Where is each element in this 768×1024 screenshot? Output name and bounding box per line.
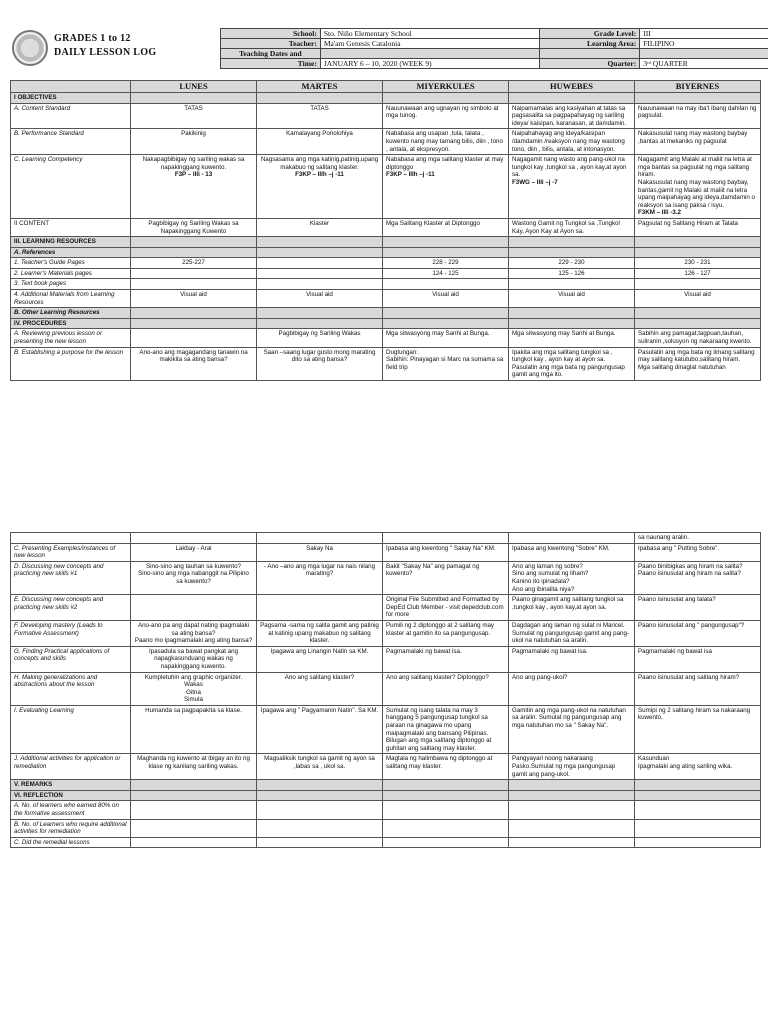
day-cell-huwebes: 125 - 126 [509, 268, 635, 279]
day-cell-huwebes: Ano ang laman ng sobre? Sino ang sumulat ng liham? Kanino ito ipinadala? Ano ang ibinalita niya? [509, 561, 635, 594]
day-cell-huwebes: Gamitin ang mga pang-ukol na natutuhan sa aralin. Sumulat ng pangungusap ang mga natutuhan mo sa " Sakay Na". [509, 705, 635, 754]
day-cell-martes: Klaster [257, 218, 383, 236]
section-row [11, 308, 761, 319]
day-cell-biyernes: Nakasusulat nang may wastong baybay ,bantas at mekaniks ng pagsulat [635, 129, 761, 155]
day-cell-lunes: Kumpletuhin ang graphic organizer. Wakas Gitna Simula [131, 672, 257, 705]
row-label: E. Discussing new concepts and practicing new skills #2 [11, 595, 131, 621]
school-label: School: [221, 29, 321, 39]
day-cell-miyerkules: Nababasa ang mga salitang klaster at may diptonggo F3KP – IIIh –j -11 [383, 155, 509, 219]
quarter-value: 3ʳᵈ QUARTER [640, 59, 768, 69]
day-cell-martes: Kamalayang Ponolohiya [257, 129, 383, 155]
section-cell [509, 93, 635, 104]
table-row [11, 837, 761, 848]
section-cell [257, 247, 383, 258]
section-cell [131, 780, 257, 791]
day-cell-biyernes: Sabihin ang pamagat,tagpuan,tauhan, suliranin ,solusyon ng nakaraang kwento. [635, 329, 761, 347]
day-cell-huwebes: Ipakita ang mga salitang tungkol sa , tungkol kay , ayon kay at ayon sa. Pasulatin ang mga bata ng pangungusap gamit ang mga ito. [509, 347, 635, 380]
day-cell-lunes: Visual aid [131, 290, 257, 308]
day-cell-biyernes: Nagagamit ang Malaki at maliit na letra at mga bantas sa pagsulat ng mga salitang hiram. Nakasusulat nang may wastong baybay, bantas,gamit ng Malaki at maliit na letra upang maipahayag ang ideya,damdamin o reaksyon sa isang paksa / isyu. F3KM – IIIi -3.2 [635, 155, 761, 219]
day-cell-lunes: Sino-sino ang tauhan sa kuwento? Sino-sino ang mga nabanggit na Pilipino sa kuwento? [131, 561, 257, 594]
day-cell-lunes: Humanda sa pagpapakita sa klase. [131, 705, 257, 754]
day-cell-miyerkules: Pumili ng 2 diptonggo at 2 salitang may klaster at gamitin ito sa pangungusap. [383, 620, 509, 646]
day-cell-martes [257, 268, 383, 279]
day-cell-biyernes [635, 279, 761, 290]
section-cell [383, 780, 509, 791]
row-label: 2. Learner's Materials pages [11, 268, 131, 279]
page-break [0, 478, 768, 532]
section-cell [509, 780, 635, 791]
day-cell-miyerkules: Sumulat ng isang talata na may 3 hanggang 5 pangungusap tungkol sa paraan na ginagawa mo upang maipagmalaki ang bansang Pilipinas. Bilugan ang mga salitang diptonggo at guhitan ang salitang may klaster. [383, 705, 509, 754]
section-cell [257, 93, 383, 104]
table-row [11, 801, 761, 819]
section-heading: VI. REFLECTION [11, 790, 131, 801]
page-one [0, 0, 768, 478]
day-cell-biyernes: 126 - 127 [635, 268, 761, 279]
day-cell-huwebes [509, 837, 635, 848]
day-cell-martes [257, 595, 383, 621]
row-label [11, 533, 131, 544]
section-cell [383, 93, 509, 104]
day-header-lunes: LUNES [131, 81, 257, 93]
table-row [11, 155, 761, 219]
day-cell-lunes [131, 801, 257, 819]
section-cell [383, 247, 509, 258]
day-cell-martes [257, 837, 383, 848]
day-cell-huwebes: Pagmamalaki ng bawat isa. [509, 646, 635, 672]
day-cell-biyernes: Sumipi ng 2 salitang hiram sa nakaraang kuwento. [635, 705, 761, 754]
day-cell-huwebes: Naipahahayag ang ideya/kaisipan /damdamin /reaksyon nang may wastong tono, diin , bilis, antala, at intonasyon. [509, 129, 635, 155]
day-cell-lunes: Ano-ano pa ang dapat nating ipagmalaki sa ating bansa? Paano mo ipagmamalaki ang ating bansa? [131, 620, 257, 646]
grade-label: Grade Level: [540, 29, 640, 39]
table-row [11, 595, 761, 621]
table-row [11, 218, 761, 236]
dates-label-line2: Time: [221, 59, 321, 69]
section-cell [635, 790, 761, 801]
day-cell-huwebes [509, 279, 635, 290]
day-cell-miyerkules: Ipabasa ang kwentong " Sakay Na" KM. [383, 543, 509, 561]
day-cell-martes: Nagsasama ang mga katinig,patinig,upang makabuo ng salitang klaster. F3KP – IIIh –j -11 [257, 155, 383, 219]
day-cell-miyerkules [383, 279, 509, 290]
day-cell-lunes [131, 595, 257, 621]
day-cell-martes [257, 533, 383, 544]
day-cell-martes [257, 279, 383, 290]
day-cell-lunes [131, 279, 257, 290]
table-row [11, 561, 761, 594]
teacher-label: Teacher: [221, 39, 321, 49]
day-cell-biyernes: Pagsulat ng Salitang Hiram at Talata [635, 218, 761, 236]
table-row [11, 258, 761, 269]
section-heading: V. REMARKS [11, 780, 131, 791]
day-cell-miyerkules: Mga Salitang Klaster at Diptonggo [383, 218, 509, 236]
day-cell-biyernes: Ipabasa ang " Putting Sobre". [635, 543, 761, 561]
day-cell-lunes: Nakapagbibigay ng sariling wakas sa napakinggang kuwento. F3P – IIIi - 13 [131, 155, 257, 219]
table-row [11, 268, 761, 279]
day-cell-huwebes: Visual aid [509, 290, 635, 308]
day-cell-martes [257, 819, 383, 837]
day-cell-huwebes: Nagagamit nang wasto ang pang-ukol na tungkol kay ,tungkol sa , ayon kay,at ayon sa. F3WG – IIIi –j -7 [509, 155, 635, 219]
section-row [11, 93, 761, 104]
day-cell-miyerkules: Visual aid [383, 290, 509, 308]
section-heading: B. Other Learning Resources [11, 308, 131, 319]
section-heading: I OBJECTIVES [11, 93, 131, 104]
table-row [11, 329, 761, 347]
day-cell-martes [257, 801, 383, 819]
section-cell [509, 318, 635, 329]
day-cell-huwebes: Ano ang pang-ukol? [509, 672, 635, 705]
day-cell-huwebes: Pangyayari noong nakaraang Pasko.Sumulat ng mga pangungusap gamit ang pang-ukol. [509, 754, 635, 780]
section-cell [635, 247, 761, 258]
school-value: Sto. Niño Elementary School [320, 29, 540, 39]
section-cell [257, 790, 383, 801]
day-cell-biyernes: Pasulatin ang mga bata ng limang salitang may salitang katutubo,salitang hiram. Mga salitang dinaglat natutuhan [635, 347, 761, 380]
section-cell [257, 780, 383, 791]
row-label: C. Did the remedial lessons [11, 837, 131, 848]
table-row [11, 705, 761, 754]
section-cell [635, 308, 761, 319]
day-cell-martes: TATAS [257, 103, 383, 129]
row-label: A. Reviewing previous lesson or presenting the new lesson [11, 329, 131, 347]
day-cell-biyernes [635, 837, 761, 848]
day-cell-martes: Pagsama -sama ng salita gamit ang patinig at katinig upang makabuo ng salitang klaster. [257, 620, 383, 646]
section-cell [257, 237, 383, 248]
row-label: C. Presenting Examples/instances of new lesson [11, 543, 131, 561]
area-value: FILIPINO [640, 39, 768, 49]
day-cell-huwebes: Ipabasa ang kwentong "Sobre" KM. [509, 543, 635, 561]
day-cell-miyerkules: 228 - 229 [383, 258, 509, 269]
day-header-biyernes: BIYERNES [635, 81, 761, 93]
document-title [54, 32, 156, 60]
day-cell-martes: Visual aid [257, 290, 383, 308]
section-cell [635, 93, 761, 104]
day-cell-martes [257, 258, 383, 269]
table-row [11, 290, 761, 308]
day-cell-martes: - Ano –ano ang mga lugar na nais nilang marating? [257, 561, 383, 594]
section-cell [509, 247, 635, 258]
row-label: H. Making generalizations and abstractions about the lesson [11, 672, 131, 705]
row-label: G. Finding Practical applications of concepts and skills [11, 646, 131, 672]
day-cell-huwebes [509, 533, 635, 544]
table-row [11, 279, 761, 290]
day-cell-lunes: Ipasadula sa bawat pangkat ang napagkasunduang wakas ng napakinggang kuwento. [131, 646, 257, 672]
section-cell [257, 308, 383, 319]
section-cell [383, 318, 509, 329]
section-cell [509, 790, 635, 801]
section-cell [131, 790, 257, 801]
day-cell-biyernes: Visual aid [635, 290, 761, 308]
row-label: 3. Text book pages [11, 279, 131, 290]
dates-label-line1: Teaching Dates and [221, 49, 321, 59]
header-info-table [220, 28, 768, 69]
row-label: D. Discussing new concepts and practicing new skills #1 [11, 561, 131, 594]
section-cell [131, 93, 257, 104]
lesson-log-table-part2 [10, 532, 761, 848]
day-cell-lunes [131, 819, 257, 837]
row-label: B. Performance Standard [11, 129, 131, 155]
grade-value: III [640, 29, 768, 39]
day-cell-huwebes [509, 819, 635, 837]
lesson-log-table-part1 [10, 80, 761, 381]
day-cell-lunes: Maghanda ng kuwento at ibigay an ito ng klase ng kanilang sariling wakas. [131, 754, 257, 780]
day-cell-biyernes: 230 - 231 [635, 258, 761, 269]
day-cell-miyerkules: Dugtungan: Sabihin: Pinayagan si Marc na sumama sa field trip [383, 347, 509, 380]
day-cell-huwebes: Wastong Gamit ng Tungkol sa ,Tungkol Kay, Ayon Kay at Ayon sa. [509, 218, 635, 236]
day-cell-biyernes: Kasunduan Ipagmalaki ang ating sariling wika. [635, 754, 761, 780]
section-cell [131, 308, 257, 319]
day-cell-huwebes: Naipamamalas ang kasiyahan at tatas sa pagsasalita sa pagpapahayag ng sariling ideya/ kaisipan, karanasan, at damdamin. [509, 103, 635, 129]
day-header-miyerkules: MIYERKULES [383, 81, 509, 93]
section-row [11, 247, 761, 258]
day-cell-biyernes: Paano isinusulat ang " pangungusap"? [635, 620, 761, 646]
day-cell-biyernes: Nauunawaan na may iba't ibang dahilan ng pagsulat. [635, 103, 761, 129]
day-cell-lunes: Pagbibigay ng Sariling Wakas sa Napakinggang Kuwento [131, 218, 257, 236]
section-heading: IV. PROCEDURES [11, 318, 131, 329]
row-label: II CONTENT [11, 218, 131, 236]
deped-seal-icon [12, 30, 48, 66]
teacher-value: Ma'am Genesis Catalonia [320, 39, 540, 49]
day-cell-martes: Saan –saang lugar gusto mong marating dito sa ating bansa? [257, 347, 383, 380]
area-label: Learning Area: [540, 39, 640, 49]
day-cell-biyernes: Paano isinusulat ang talata? [635, 595, 761, 621]
day-cell-miyerkules: Magtala ng halimbawa ng diptonggo at salitang may klaster. [383, 754, 509, 780]
day-cell-miyerkules: Bakit "Sakay Na" ang pamagat ng kuwento? [383, 561, 509, 594]
section-cell [635, 318, 761, 329]
section-heading: III. LEARNING RESOURCES [11, 237, 131, 248]
quarter-label: Quarter: [540, 59, 640, 69]
row-label: A. Content Standard [11, 103, 131, 129]
day-cell-biyernes: Paano binibigkas ang hiram na salita? Paano isinusulat ang hiram na salita? [635, 561, 761, 594]
table-row [11, 646, 761, 672]
day-cell-miyerkules: Nababasa ang usapan ,tula, talata , kuwento nang may tamang bilis, diin , tono , antala, at ekspresyon. [383, 129, 509, 155]
day-cell-lunes [131, 837, 257, 848]
section-cell [635, 237, 761, 248]
day-header-martes: MARTES [257, 81, 383, 93]
day-cell-huwebes: Paano ginagamit ang salitang tungkol sa ,tungkol kay , ayon kay,at ayon sa. [509, 595, 635, 621]
day-cell-miyerkules: Pagmamalaki ng bawat isa. [383, 646, 509, 672]
day-cell-lunes [131, 533, 257, 544]
day-cell-biyernes: Paano isinusulat ang salitang hiram? [635, 672, 761, 705]
title-line-grades: GRADES 1 to 12 [54, 33, 131, 44]
section-row [11, 237, 761, 248]
table-row [11, 533, 761, 544]
day-cell-biyernes: sa naunang aralin. [635, 533, 761, 544]
day-cell-huwebes: 229 - 230 [509, 258, 635, 269]
day-cell-miyerkules [383, 819, 509, 837]
day-cell-biyernes: Pagmamalaki ng bawat isa [635, 646, 761, 672]
dates-value: JANUARY 6 – 10, 2020 (WEEK 9) [320, 59, 540, 69]
row-label: B. No. of Learners who require additional activities for remediation [11, 819, 131, 837]
day-cell-miyerkules: Mga sitwasyong may Sanhi at Bunga. [383, 329, 509, 347]
table-row [11, 819, 761, 837]
section-cell [509, 237, 635, 248]
section-cell [383, 237, 509, 248]
row-label: A. No. of learners who earned 80% on the formative assessment [11, 801, 131, 819]
section-heading: A. References [11, 247, 131, 258]
section-cell [131, 318, 257, 329]
section-cell [131, 237, 257, 248]
section-cell [509, 308, 635, 319]
table-row [11, 347, 761, 380]
row-label: F. Developing mastery (Leads to Formative Assessment) [11, 620, 131, 646]
section-cell [383, 308, 509, 319]
day-cell-martes: Magsaliksik tungkol sa gamit ng ayon sa ,labas sa , ukol sa. [257, 754, 383, 780]
day-cell-martes: Sakay Na [257, 543, 383, 561]
page-two [0, 532, 768, 1024]
day-cell-miyerkules [383, 533, 509, 544]
day-cell-lunes: Ano-ano ang magagandang tanawin na makikita sa ating bansa? [131, 347, 257, 380]
day-cell-martes: Ipagawa ang Linangin Natin sa KM. [257, 646, 383, 672]
day-header-huwebes: HUWEBES [509, 81, 635, 93]
day-cell-lunes: Lakbay - Aral [131, 543, 257, 561]
section-cell [383, 790, 509, 801]
table-row [11, 620, 761, 646]
day-cell-martes: Ano ang salitang klaster? [257, 672, 383, 705]
day-cell-miyerkules: Original File Submitted and Formatted by DepEd Club Member - visit depedclub.com for more [383, 595, 509, 621]
row-label: 1. Teacher's Guide Pages [11, 258, 131, 269]
document-header [10, 28, 760, 72]
title-line-dll: DAILY LESSON LOG [54, 47, 157, 58]
row-label: J. Additional activities for application or remediation [11, 754, 131, 780]
table-row [11, 672, 761, 705]
section-row [11, 790, 761, 801]
table-row [11, 754, 761, 780]
day-header-row [11, 81, 761, 93]
day-cell-lunes: 225-227 [131, 258, 257, 269]
table-row [11, 103, 761, 129]
section-row [11, 780, 761, 791]
day-cell-lunes: Pakikinig [131, 129, 257, 155]
day-cell-huwebes: Mga sitwasyong may Sanhi at Bunga. [509, 329, 635, 347]
day-cell-martes: Pagbibigay ng Sariling Wakas [257, 329, 383, 347]
row-label: B. Establishing a purpose for the lesson [11, 347, 131, 380]
row-label: I. Evaluating Learning [11, 705, 131, 754]
section-cell [257, 318, 383, 329]
corner-cell [11, 81, 131, 93]
day-cell-lunes: TATAS [131, 103, 257, 129]
row-label: 4. Additional Materials from Learning Resources [11, 290, 131, 308]
day-cell-miyerkules [383, 837, 509, 848]
table-row [11, 543, 761, 561]
day-cell-biyernes [635, 801, 761, 819]
day-cell-huwebes: Dagdagan ang laman ng sulat ni Maricel. Sumulat ng pangungusap gamit ang pang-ukol na natutuhan sa aralin. [509, 620, 635, 646]
day-cell-lunes [131, 268, 257, 279]
day-cell-miyerkules [383, 801, 509, 819]
day-cell-lunes [131, 329, 257, 347]
day-cell-miyerkules: Nauunawaan ang ugnayan ng simbolo at mga tunog. [383, 103, 509, 129]
table-row [11, 129, 761, 155]
day-cell-huwebes [509, 801, 635, 819]
day-cell-biyernes [635, 819, 761, 837]
day-cell-miyerkules: 124 - 125 [383, 268, 509, 279]
section-row [11, 318, 761, 329]
day-cell-miyerkules: Ano ang salitang klaster? Diptonggo? [383, 672, 509, 705]
section-cell [635, 780, 761, 791]
section-cell [131, 247, 257, 258]
row-label: C. Learning Competency [11, 155, 131, 219]
day-cell-martes: Ipagawa ang " Pagyamanin Natin". Sa KM. [257, 705, 383, 754]
